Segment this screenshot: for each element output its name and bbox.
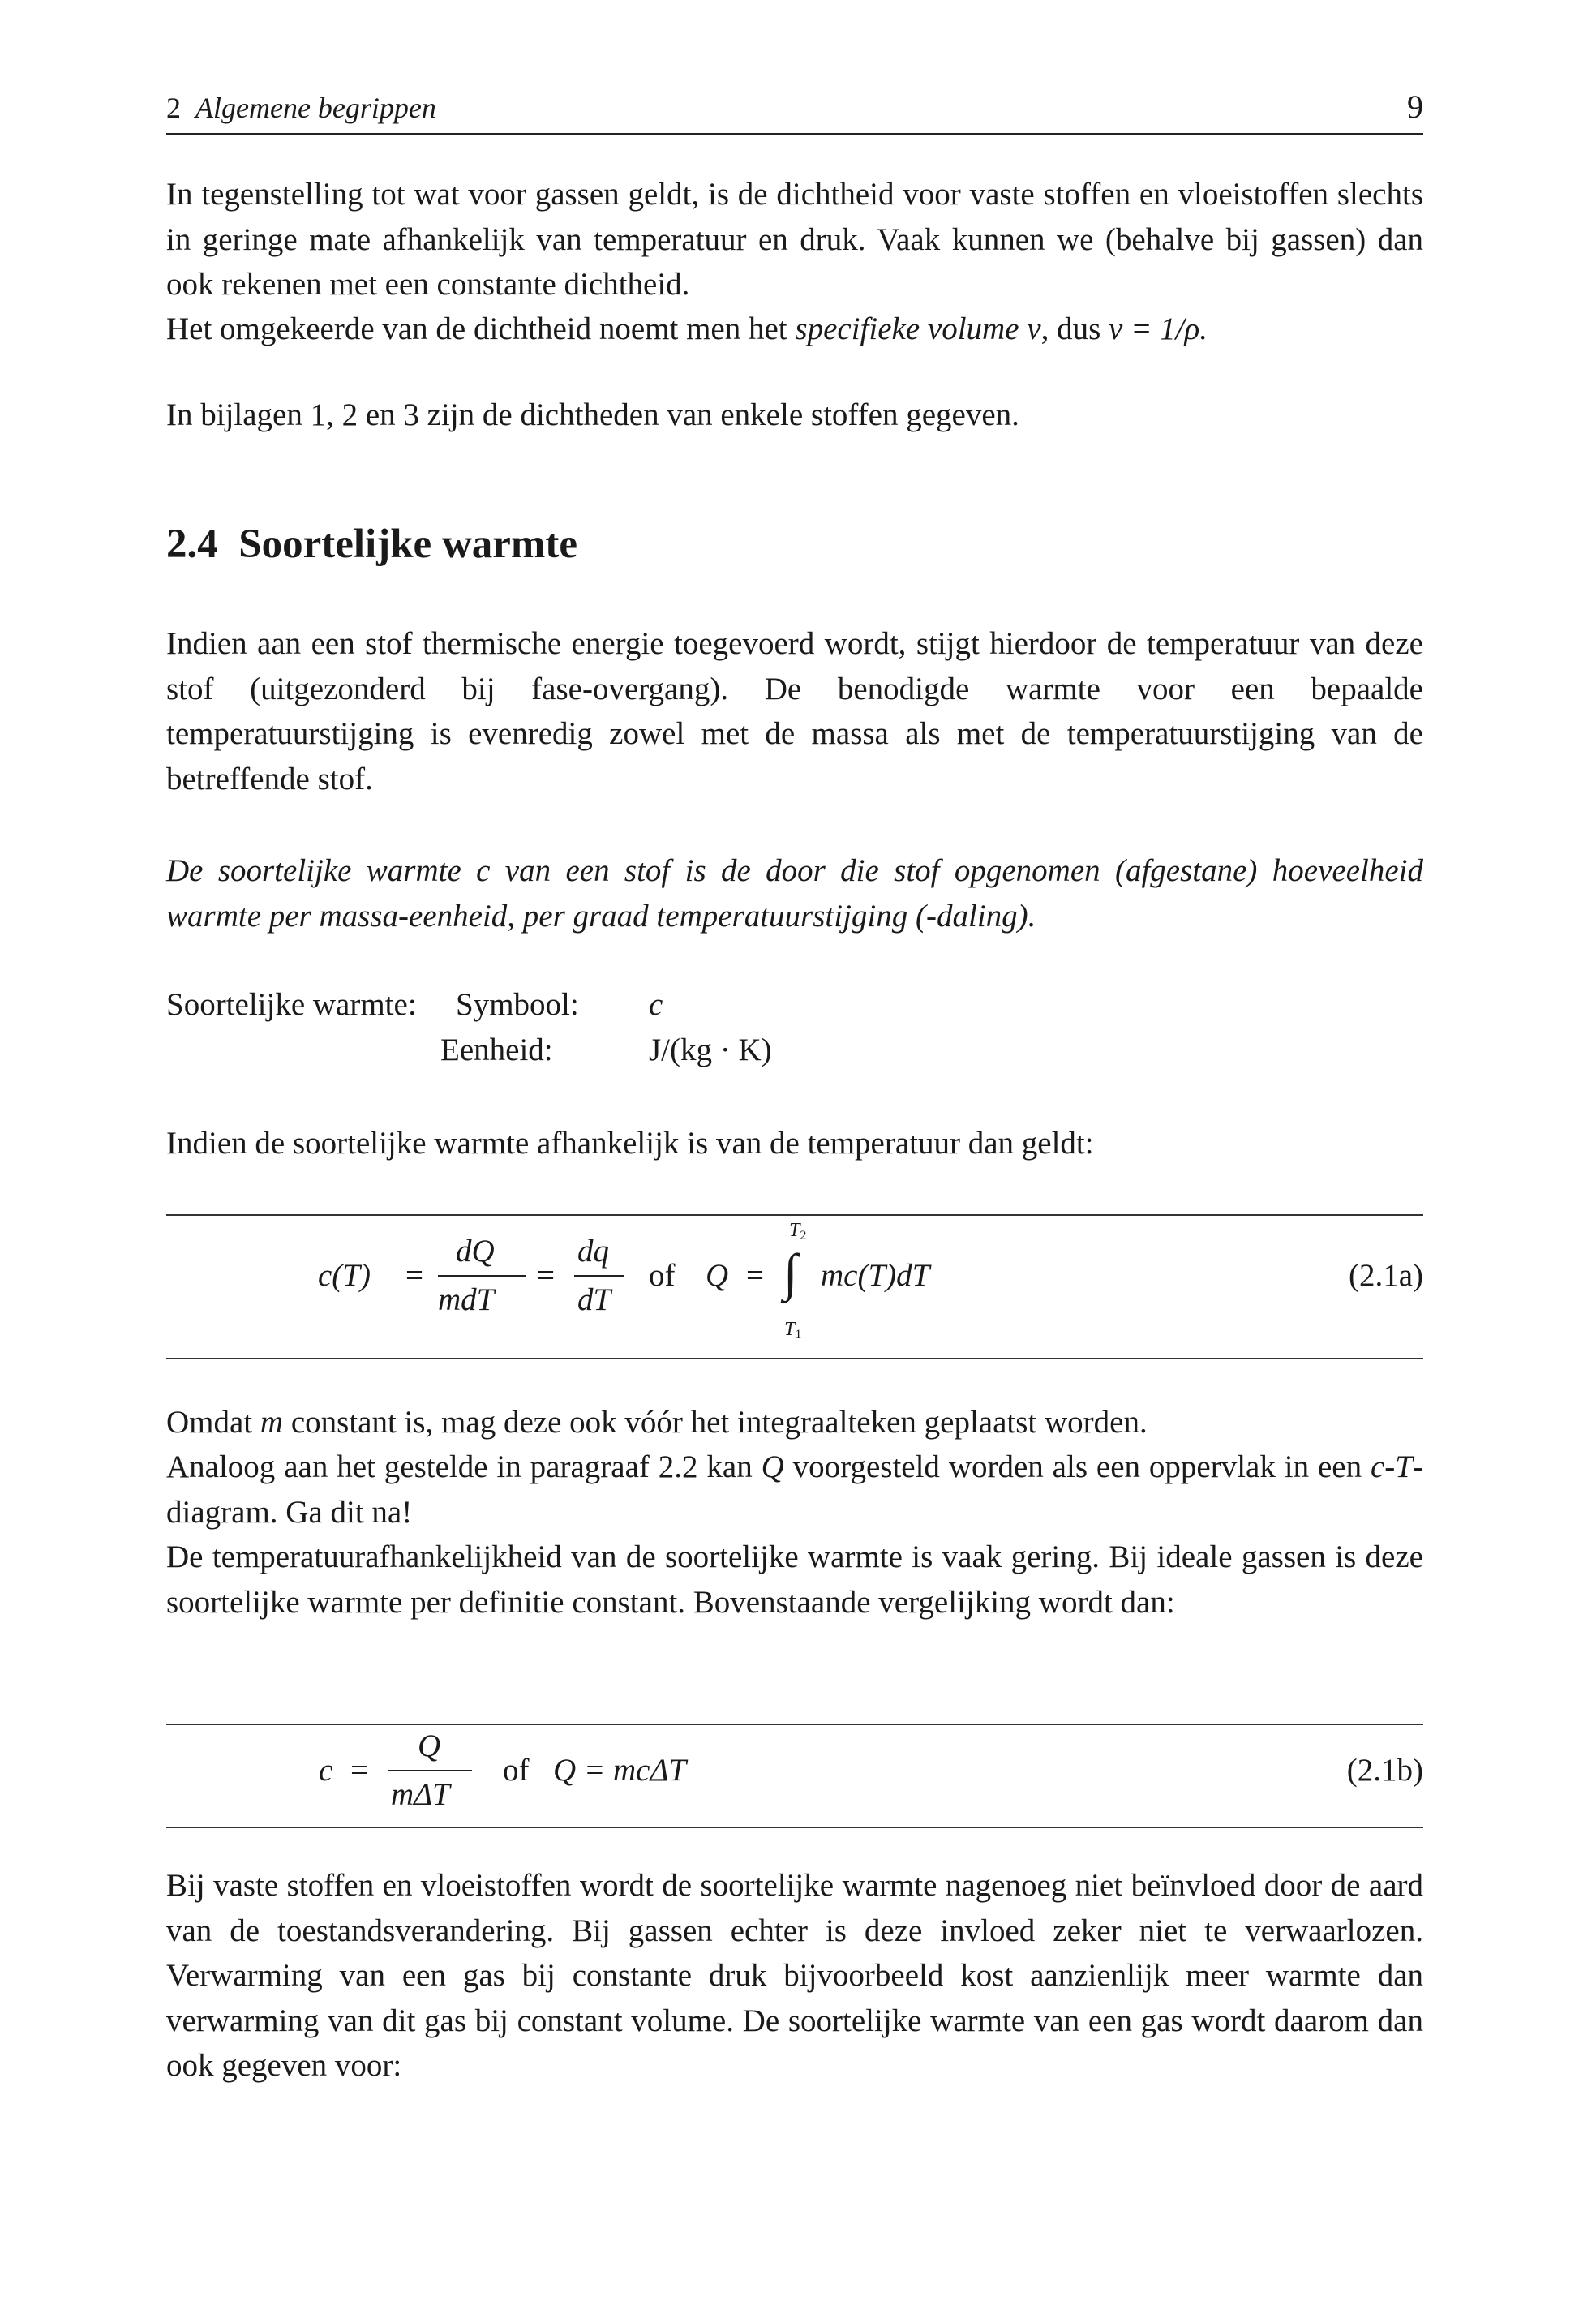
definition-paragraph: De soortelijke warmte c van een stof is de door die stof opgenomen (afgestane) hoeveelheid warmte per massa-eenheid, per graad temperatuurstijging (-daling).	[166, 853, 1423, 934]
chapter-number: 2	[166, 92, 181, 124]
header-rule	[166, 133, 1423, 135]
eq-b-number: (2.1b)	[1346, 1753, 1423, 1788]
eq-a-equals-3: =	[746, 1258, 764, 1293]
quantity-label: Soortelijke warmte:	[166, 987, 417, 1022]
eq-a-frac2-bar	[574, 1275, 624, 1277]
eq-b-connector: of	[503, 1753, 530, 1788]
eq-a-frac1-bar	[438, 1275, 526, 1277]
eq-b-rhs: Q = mcΔT	[553, 1753, 687, 1788]
section-heading	[166, 521, 577, 568]
section-paragraph-3: Omdat m constant is, mag deze ook vóór het integraalteken geplaatst worden.	[166, 1405, 1148, 1440]
eq-b-equals: =	[350, 1753, 368, 1788]
equation-b-top-rule	[166, 1724, 1423, 1725]
eq-a-upper-limit: T2	[789, 1220, 807, 1243]
eq-a-lhs: c(T)	[318, 1258, 371, 1293]
section-title: Soortelijke warmte	[238, 522, 578, 567]
eq-a-connector: of	[649, 1258, 676, 1293]
section-paragraph-1: Indien aan een stof thermische energie toegevoerd wordt, stijgt hierdoor de temperatuur van deze stof (uitgezonderd bij fase-overgang). De benodigde warmte voor een bepaalde temperatuurstijging is evenredig zowel met de massa als met de temperatuurstijging van de betreffende stof.	[166, 626, 1423, 796]
eq-a-integral-sign: ∫	[783, 1243, 798, 1301]
eq-b-frac-numerator: Q	[418, 1728, 441, 1763]
chapter-header	[166, 91, 436, 125]
page-number: 9	[1407, 88, 1423, 125]
intro-paragraph: In tegenstelling tot wat voor gassen geldt, is de dichtheid voor vaste stoffen en vloeistoffen slechts in geringe mate afhankelijk van temperatuur en druk. Vaak kunnen we (behalve bij gassen) dan ook rekenen met een constante dichtheid.	[166, 177, 1423, 302]
equation-a-bottom-rule	[166, 1358, 1423, 1359]
equation-a-top-rule	[166, 1214, 1423, 1216]
eq-a-frac1-numerator: dQ	[456, 1234, 495, 1269]
section-paragraph-6: Bij vaste stoffen en vloeistoffen wordt de soortelijke warmte nagenoeg niet beïnvloed door de aard van de toestandsverandering. Bij gassen echter is deze invloed zeker niet te verwaarlozen. Verwarming van een gas bij constante druk bijvoorbeeld kost aanzienlijk meer warmte dan verwarming van dit gas bij constant volume. De soortelijke warmte van een gas wordt daarom dan ook gegeven voor:	[166, 1868, 1423, 2083]
eq-a-frac2-numerator: dq	[577, 1234, 609, 1269]
eq-a-equals-1: =	[405, 1258, 423, 1293]
unit-label: Eenheid:	[440, 1033, 553, 1067]
eq-b-frac-denominator: mΔT	[391, 1777, 450, 1812]
running-header	[166, 88, 1423, 140]
appendix-reference: In bijlagen 1, 2 en 3 zijn de dichtheden van enkele stoffen gegeven.	[166, 397, 1019, 432]
section-paragraph-4: Analoog aan het gestelde in paragraaf 2.2 kan Q voorgesteld worden als een oppervlak in een c-T-diagram. Ga dit na!	[166, 1449, 1423, 1530]
section-paragraph-5: De temperatuurafhankelijkheid van de soortelijke warmte is vaak gering. Bij ideale gassen is deze soortelijke warmte per definitie constant. Bovenstaande vergelijking wordt dan:	[166, 1539, 1423, 1620]
section-number: 2.4	[166, 522, 218, 567]
specific-volume-formula: v = 1/ρ.	[1109, 311, 1208, 346]
eq-a-frac2-denominator: dT	[577, 1282, 611, 1317]
specific-volume-term: specifieke volume v	[795, 311, 1041, 346]
specific-volume-paragraph: Het omgekeerde van de dichtheid noemt men het specifieke volume v, dus v = 1/ρ.	[166, 311, 1208, 346]
eq-b-frac-bar	[388, 1770, 472, 1771]
symbol-label: Symbool:	[456, 987, 579, 1022]
equation-b-bottom-rule	[166, 1827, 1423, 1828]
symbol-value: c	[649, 987, 663, 1022]
eq-a-frac1-denominator: mdT	[438, 1282, 495, 1317]
eq-b-lhs: c	[319, 1753, 333, 1788]
eq-a-equals-2: =	[537, 1258, 555, 1293]
eq-a-integrand: mc(T)dT	[821, 1258, 930, 1293]
eq-a-lower-limit: T1	[784, 1319, 802, 1342]
unit-value: J/(kg · K)	[649, 1033, 772, 1067]
section-paragraph-2: Indien de soortelijke warmte afhankelijk is van de temperatuur dan geldt:	[166, 1126, 1094, 1161]
eq-a-q: Q	[706, 1258, 729, 1293]
eq-a-number: (2.1a)	[1348, 1258, 1423, 1293]
chapter-title: Algemene begrippen	[195, 92, 436, 124]
